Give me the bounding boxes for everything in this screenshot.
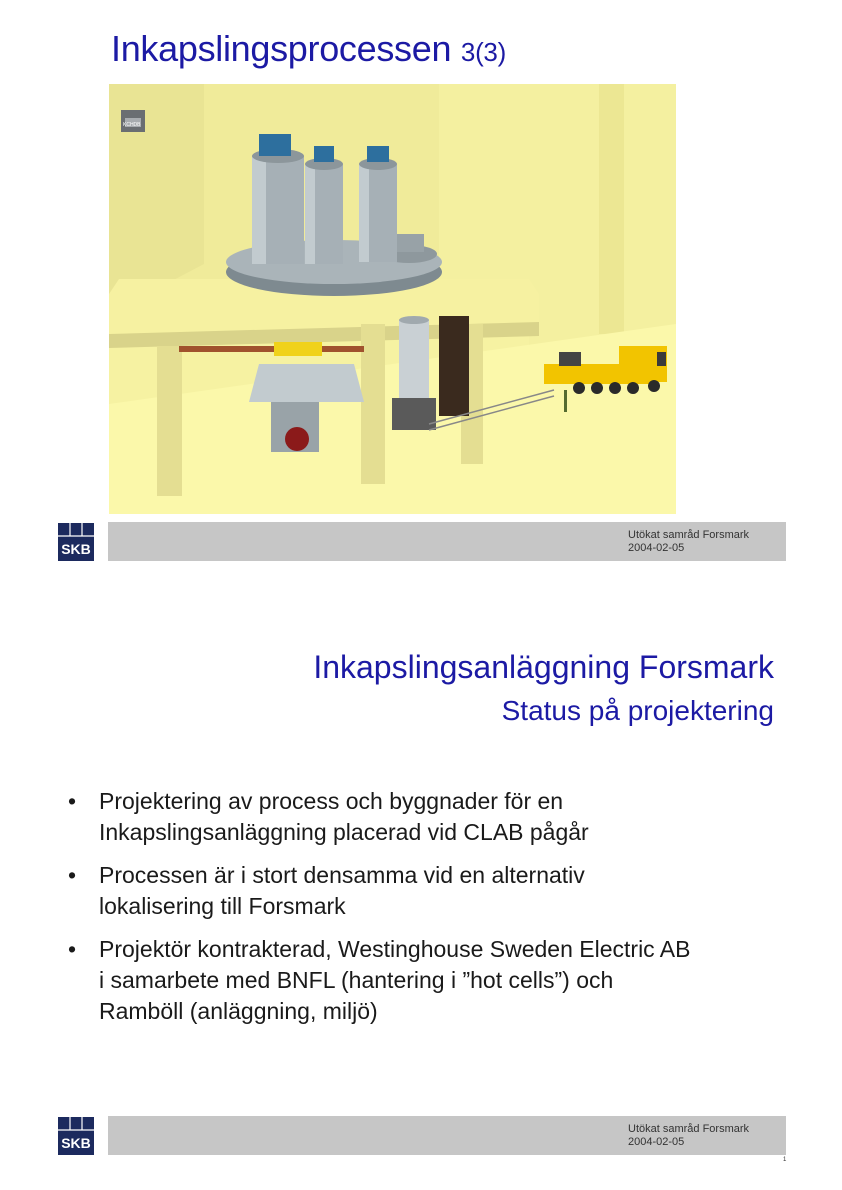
cylinder-3-highlight bbox=[359, 164, 369, 262]
column-left bbox=[157, 346, 182, 496]
slide1-footer-text bbox=[628, 529, 749, 555]
canister bbox=[399, 320, 429, 398]
bullet-item bbox=[68, 786, 788, 848]
lift-platform bbox=[249, 364, 364, 402]
slide1-footer-date: 2004-02-05 bbox=[628, 542, 685, 554]
slide1-footer-bar bbox=[108, 522, 786, 561]
cylinder-2-highlight bbox=[305, 164, 315, 264]
truck-wheel-5 bbox=[648, 380, 660, 392]
motor-2 bbox=[314, 146, 334, 162]
cargo-box bbox=[559, 352, 581, 366]
bullet-item bbox=[68, 934, 788, 1027]
bullet-2-line-2: lokalisering till Forsmark bbox=[99, 893, 346, 919]
slide2-footer-text bbox=[628, 1123, 749, 1149]
page-number: 1 bbox=[783, 1157, 787, 1163]
motor-3 bbox=[367, 146, 389, 162]
cylinder-1-highlight bbox=[252, 156, 266, 264]
bullet-1-line-1: Projektering av process och byggnader för en bbox=[99, 788, 564, 814]
encapsulation-plant-illustration bbox=[109, 84, 676, 514]
slide1-footer-event: Utökat samråd Forsmark bbox=[628, 529, 750, 541]
skb-logo-text: SKB bbox=[61, 1135, 91, 1151]
bullet-dot: • bbox=[68, 862, 77, 888]
skb-logo bbox=[58, 523, 94, 561]
table-module bbox=[394, 234, 424, 252]
skb-logo bbox=[58, 1117, 94, 1155]
truck-wheel-4 bbox=[627, 382, 639, 394]
bullet-item bbox=[68, 860, 788, 922]
canister-stand bbox=[392, 398, 436, 430]
truck-window bbox=[657, 352, 666, 366]
column-middle bbox=[361, 324, 385, 484]
skb-logo-text: SKB bbox=[61, 541, 91, 557]
crane-trolley bbox=[274, 342, 322, 356]
canister-top bbox=[399, 316, 429, 324]
truck-wheel-1 bbox=[573, 382, 585, 394]
camera-badge-text: KCHDB bbox=[123, 122, 141, 128]
doorway bbox=[439, 316, 469, 416]
bullet-3-line-3: Ramböll (anläggning, miljö) bbox=[99, 998, 378, 1024]
slide1-title bbox=[111, 28, 506, 70]
motor-1 bbox=[259, 134, 291, 156]
bullet-3-line-2: i samarbete med BNFL (hantering i ”hot cells”) och bbox=[99, 967, 614, 993]
slide2-footer-date: 2004-02-05 bbox=[628, 1136, 685, 1148]
slide2-bullet-list bbox=[68, 786, 788, 1039]
slide2-footer-event: Utökat samråd Forsmark bbox=[628, 1123, 750, 1135]
crane-beam bbox=[179, 346, 364, 352]
truck-wheel-3 bbox=[609, 382, 621, 394]
slide1-title-suffix: 3(3) bbox=[460, 37, 506, 67]
canister-opening bbox=[285, 427, 309, 451]
bullet-dot: • bbox=[68, 936, 77, 962]
bullet-2-line-1: Processen är i stort densamma vid en alternativ bbox=[99, 862, 585, 888]
bullet-dot: • bbox=[68, 788, 77, 814]
bullet-3-line-1: Projektör kontrakterad, Westinghouse Sweden Electric AB bbox=[99, 936, 691, 962]
worker-figure bbox=[564, 390, 567, 412]
slide2-footer-bar bbox=[108, 1116, 786, 1155]
slide2-subtitle: Status på projektering bbox=[501, 695, 774, 726]
right-pillar bbox=[599, 84, 624, 334]
truck-wheel-2 bbox=[591, 382, 603, 394]
bullet-1-line-2: Inkapslingsanläggning placerad vid CLAB pågår bbox=[99, 819, 589, 845]
slide1-title-main: Inkapslingsprocessen bbox=[111, 28, 452, 69]
slide2-title: Inkapslingsanläggning Forsmark bbox=[313, 649, 774, 685]
